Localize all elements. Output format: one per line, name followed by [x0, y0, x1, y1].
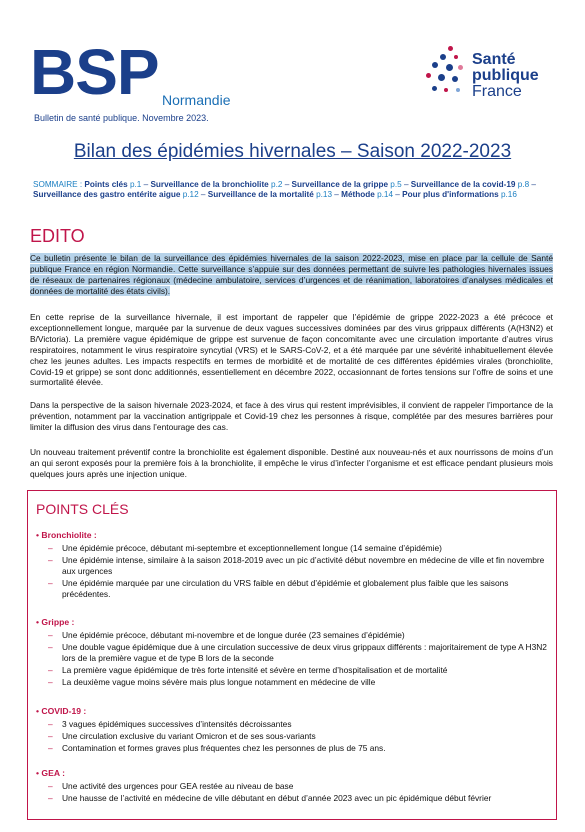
list-item: – La deuxième vague moins sévère mais plus longue notamment en médecine de ville: [48, 676, 376, 687]
sommaire-page: p.1: [129, 180, 142, 189]
list-item-text: Une épidémie précoce, débutant mi-septembre et exceptionnellement longue (14 semaine d’épidémie): [62, 543, 442, 553]
edito-paragraph-3: Dans la perspective de la saison hivernale 2023-2024, et face à des virus qui restent imprévisibles, il convient de rappeler l’importance de la prévention, notamment par la vaccination antigrippale et Covid-19 chez les personnes à risque, complétée par des mesures barrières pour limiter la diffusion des virus dans l’entourage des cas.: [30, 400, 553, 432]
list-item-text: La deuxième vague moins sévère mais plus longue notamment en médecine de ville: [62, 676, 376, 687]
section-title-text: Grippe :: [41, 617, 75, 627]
sommaire-link[interactable]: Méthode: [341, 190, 375, 200]
edito-paragraph-1: [30, 253, 553, 297]
list-item-text: Contamination et formes graves plus fréquentes chez les personnes de plus de 75 ans.: [62, 742, 386, 753]
sommaire: SOMMAIRE : Points clés p.1 – Surveillance de la bronchiolite p.2 – Surveillance de la grippe p.5 – Surveillance de la covid-19 p.8 – Surveillance des gastro entérite aigue p.12 – Surveillance de la mortalité p.13 – Méthode p.14 – Pour plus d'informations p.16: [33, 180, 536, 200]
list-item-text: Une épidémie marquée par une circulation du VRS faible en début d’épidémie et globalement plus faible que les saisons précédentes.: [62, 577, 509, 599]
spf-logo-dots-icon: [426, 46, 470, 98]
spf-logo-text: [472, 52, 539, 100]
points-cles-box: [27, 490, 557, 820]
section-title-text: Bronchiolite :: [41, 530, 97, 540]
points-cles-heading: POINTS CLÉS: [36, 501, 129, 517]
sommaire-link[interactable]: Points clés: [84, 180, 128, 189]
list-item: – Une double vague épidémique due à une circulation successive de deux virus grippaux différents : majoritairement de type A H3N2 lors de la première vague et de type B lors de la seconde: [48, 641, 547, 663]
section-title: • Bronchiolite :: [36, 530, 97, 540]
spf-line1: Santé: [472, 51, 516, 68]
list-item-text: Une circulation exclusive du variant Omicron et de ses sous-variants: [62, 730, 316, 741]
sommaire-label: SOMMAIRE :: [33, 180, 83, 189]
list-item: – Une hausse de l’activité en médecine de ville débutant en début d’année 2023 avec un pic épidémique début février: [48, 792, 492, 803]
spf-line2: publique: [472, 67, 539, 84]
list-item-text: 3 vagues épidémiques successives d’intensités décroissantes: [62, 719, 292, 729]
section-title-text: COVID-19 :: [41, 706, 87, 716]
list-item: – La première vague épidémique de très forte intensité et sévère en terme d’hospitalisation et de mortalité: [48, 664, 448, 675]
document-title: [0, 141, 585, 163]
list-item: – 3 vagues épidémiques successives d’intensités décroissantes: [48, 719, 292, 729]
list-item: – Une activité des urgences pour GEA restée au niveau de base: [48, 781, 294, 791]
edito-paragraph-2: En cette reprise de la surveillance hivernale, il est important de rappeler que l’épidémie de grippe 2022-2023 a été précoce et exceptionnellement longue, marquée par la survenue de deux vagues successives dominées par des virus grippaux différents (A(H3N2) et B/Victoria). La première vague épidémique de grippe est survenue de façon concomitante avec une circulation importante d’autres virus respiratoires, notamment le virus respiratoire syncytial (VRS) et le SARS-CoV-2, et a été marquée par une sévérité inhabituellement élevée chez les jeunes adultes. Les impacts respectifs en termes de morbidité et de mortalité de ces différentes épidémies virales (bronchiolite, Covid-19 et grippe) se sont donc additionnés, essentiellement en décembre 2022, occasionnant de fortes tensions sur l’offre de soins et une surmortalité élevée.: [30, 312, 553, 388]
section-title: • Grippe :: [36, 617, 75, 627]
sommaire-page: p.2: [271, 180, 283, 189]
sommaire-link[interactable]: Pour plus d'informations: [402, 190, 499, 200]
sommaire-link[interactable]: Surveillance de la mortalité: [207, 190, 314, 200]
list-item-text: La première vague épidémique de très forte intensité et sévère en terme d’hospitalisation et de mortalité: [62, 664, 448, 675]
edito-heading: EDITO: [30, 226, 85, 246]
list-item: – Contamination et formes graves plus fréquentes chez les personnes de plus de 75 ans.: [48, 742, 386, 753]
list-item: – Une circulation exclusive du variant Omicron et de ses sous-variants: [48, 730, 316, 741]
list-item-text: Une épidémie intense, similaire à la saison 2018-2019 avec un pic d’activité début novembre en médecine de ville et fin novembre aux urgences: [62, 554, 545, 576]
bsp-region: Normandie: [162, 92, 231, 108]
list-item-text: Une hausse de l’activité en médecine de ville débutant en début d’année 2023 avec un pic épidémique début février: [62, 792, 492, 803]
sommaire-page: p.12: [182, 190, 199, 200]
bulletin-subtitle: Bulletin de santé publique. Novembre 2023.: [34, 113, 209, 123]
section-title: • GEA :: [36, 768, 65, 778]
list-item: – Une épidémie intense, similaire à la saison 2018-2019 avec un pic d’activité début novembre en médecine de ville et fin novembre aux urgences: [48, 554, 545, 576]
section-title: • COVID-19 :: [36, 706, 87, 716]
bsp-logo: BSP: [30, 36, 159, 108]
section-grippe: [36, 616, 548, 689]
sommaire-link[interactable]: Surveillance des gastro entérite aigue: [33, 190, 181, 200]
section-title-text: GEA :: [41, 768, 65, 778]
sommaire-page: p.8: [517, 180, 530, 189]
sommaire-page: p.5: [390, 180, 402, 189]
list-item: – Une épidémie précoce, débutant mi-novembre et de longue durée (23 semaines d’épidémie): [48, 630, 405, 640]
list-item-text: Une activité des urgences pour GEA restée au niveau de base: [62, 781, 294, 791]
highlighted-text: Ce bulletin présente le bilan de la surveillance des épidémies hivernales de la saison 2022-2023, mise en place par la cellule de Santé publique France en région Normandie. Cette surveillance s’appuie sur des données permettant de suivre les pathologies hivernales issues de réseaux de partenaires régionaux (médecine ambulatoire, services d’urgences et de réanimation, laboratoires d’analyses médicales et données de mortalité des états civils).: [30, 253, 553, 296]
page-header: [0, 0, 585, 140]
section-covid: [36, 705, 548, 755]
sommaire-page: p.13: [316, 190, 333, 200]
sommaire-link[interactable]: Surveillance de la bronchiolite: [150, 180, 269, 189]
list-item: – Une épidémie précoce, débutant mi-septembre et exceptionnellement longue (14 semaine d’épidémie): [48, 543, 442, 553]
edito-paragraph-4: Un nouveau traitement préventif contre la bronchiolite est également disponible. Destiné aux nouveau-nés et aux nourrissons de moins d’un an qui seront exposés pour la première fois à la bronchiolite, il empêche le virus d’infecter l’organisme et est efficace pendant plusieurs mois quelques jours après une injection unique.: [30, 447, 553, 479]
sommaire-link[interactable]: Surveillance de la covid-19: [410, 180, 516, 189]
spf-line3: France: [472, 83, 522, 100]
sommaire-link[interactable]: Surveillance de la grippe: [291, 180, 388, 189]
list-item: – Une épidémie marquée par une circulation du VRS faible en début d’épidémie et globalement plus faible que les saisons précédentes.: [48, 577, 509, 599]
title-text: Bilan des épidémies hivernales – Saison 2022-2023: [73, 141, 512, 162]
sommaire-page: p.16: [500, 190, 517, 200]
section-gea: [36, 767, 548, 805]
sommaire-page: p.14: [377, 190, 394, 200]
section-bronchiolite: [36, 529, 548, 601]
list-item-text: Une épidémie précoce, débutant mi-novembre et de longue durée (23 semaines d’épidémie): [62, 630, 405, 640]
list-item-text: Une double vague épidémique due à une circulation successive de deux virus grippaux différents : majoritairement de type A H3N2 lors de la première vague et de type B lors de la seconde: [62, 641, 547, 663]
